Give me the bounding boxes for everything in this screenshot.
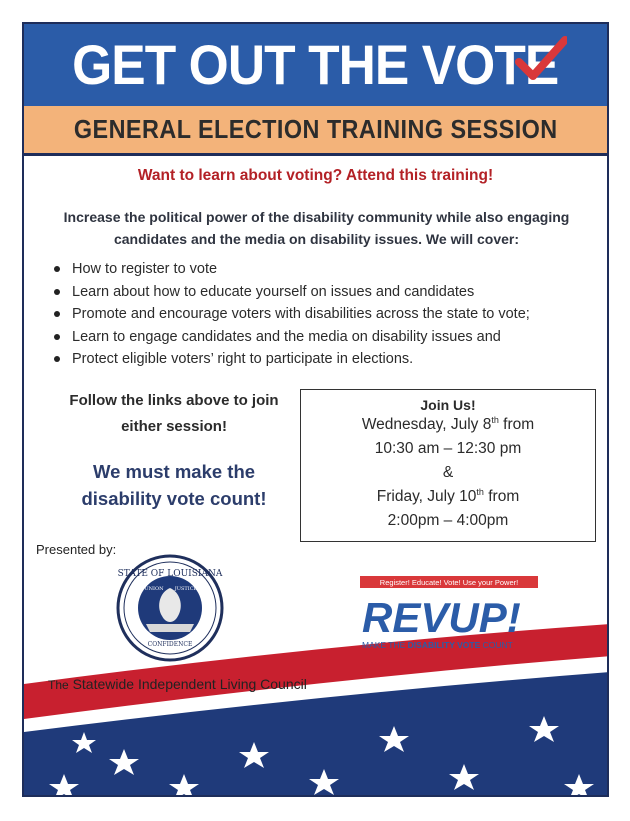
flyer-subtitle: GENERAL ELECTION TRAINING SESSION	[73, 114, 558, 144]
join-us-box	[300, 389, 596, 542]
svg-text:REVUP!: REVUP!	[362, 594, 521, 641]
follow-links-text: Follow the links above to join either session!	[69, 392, 279, 435]
intro-paragraph: Increase the political power of the disability community while also engaging candidates and the media on disability issues. We will cover:	[63, 209, 570, 247]
session1-date: Wednesday, July 8th from	[361, 414, 535, 433]
join-heading: Join Us!	[420, 397, 476, 413]
attend-prompt: Want to learn about voting? Attend this training!	[137, 167, 494, 184]
checkmark-icon	[515, 36, 567, 86]
ampersand: &	[442, 464, 454, 481]
svg-text:STATE OF LOUISIANA: STATE OF LOUISIANA	[117, 569, 223, 579]
topics-list	[48, 258, 530, 371]
flyer-title: GET OUT THE VOTE	[72, 33, 559, 96]
title-banner	[24, 24, 607, 106]
svg-text:JUSTICE: JUSTICE	[174, 586, 198, 592]
subtitle-banner	[24, 106, 607, 156]
svg-text:CONFIDENCE: CONFIDENCE	[147, 641, 193, 648]
presented-by-label: Presented by:	[36, 542, 117, 557]
list-item: Protect eligible voters’ right to participate in elections.	[48, 348, 530, 371]
flyer	[22, 22, 609, 797]
revup-logo	[358, 574, 540, 656]
list-item: Learn to engage candidates and the media on disability issues and	[48, 326, 530, 349]
session2-date: Friday, July 10th from	[376, 486, 520, 505]
louisiana-seal-logo	[116, 554, 224, 662]
list-item: Learn about how to educate yourself on issues and candidates	[48, 281, 530, 304]
list-item: How to register to vote	[48, 258, 530, 281]
svg-text:UNION: UNION	[144, 586, 164, 592]
list-item: Promote and encourage voters with disabilities across the state to vote;	[48, 303, 530, 326]
svg-text:MAKE THE DISABILITY VOTE COUNT: MAKE THE DISABILITY VOTE COUNT	[362, 640, 513, 650]
council-name: The Statewide Independent Living Council	[48, 676, 307, 692]
slogan-text: We must make the disability vote count!	[81, 461, 267, 509]
session1-time: 10:30 am – 12:30 pm	[374, 440, 522, 457]
session2-time: 2:00pm – 4:00pm	[387, 512, 509, 529]
svg-text:Register! Educate! Vote! Use y: Register! Educate! Vote! Use your Power!	[379, 578, 519, 587]
